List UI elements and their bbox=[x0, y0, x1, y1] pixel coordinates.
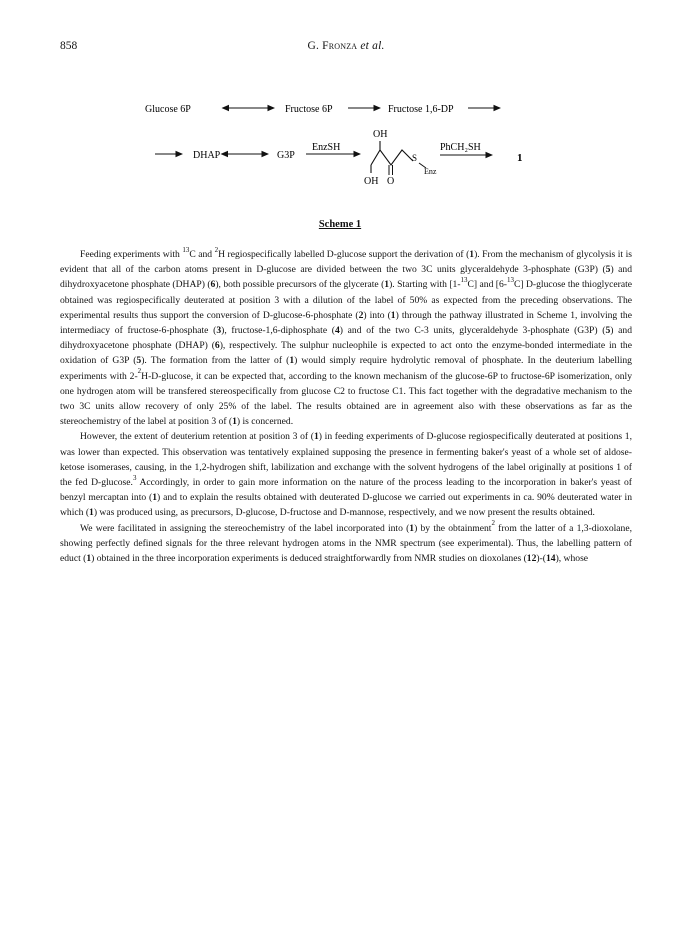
carbonyl-oxygen: O bbox=[387, 176, 395, 187]
reagent-label: PhCH₂SH bbox=[440, 142, 481, 153]
dhap-label: DHAP bbox=[193, 150, 221, 161]
scheme-diagram bbox=[60, 95, 632, 225]
g3p-label: G3P bbox=[277, 150, 295, 161]
sulfur-atom: S bbox=[412, 153, 418, 163]
fructose-6p-label: Fructose 6P bbox=[285, 104, 333, 115]
hydroxyl-bottom: OH bbox=[364, 176, 379, 187]
fructose-16dp-label: Fructose 1,6-DP bbox=[388, 104, 454, 115]
enzyme-group: Enz bbox=[424, 167, 437, 176]
enzyme-bound-intermediate-structure bbox=[364, 129, 437, 187]
page-header bbox=[60, 40, 632, 56]
author-initial: G. bbox=[307, 40, 323, 52]
paragraph: However, the extent of deuterium retention at position 3 of (1) in feeding experiments of D-glucose regiospecifically deuterated at positions 1, was lower than expected. This observation was tentatively explained supposing the presence in fermenting baker's yeast of a whole set of aldose-ketose isomerases, causing, in the 1,2-hydrogen shift, labilization and exchange with the solvent hydrogens of the label originally at positions 1 of the fed D-glucose.$^3$ Accordingly, in order to gain more information on the nature of the process leading to the incorporation in baker's yeast of benzyl mercaptan into (1) and to explain the results obtained with deuterated D-glucose we carried out experiments in ca. 90% deuterated water in which (1) was produced using, as precursors, D-glucose, D-fructose and D-mannose, respectively, and we now present the results obtained. bbox=[60, 431, 632, 519]
page-number: 858 bbox=[60, 40, 78, 52]
glucose-6p-label: Glucose 6P bbox=[145, 104, 191, 115]
enzyme-label: EnzSH bbox=[312, 142, 341, 153]
scheme-1 bbox=[60, 95, 632, 225]
scheme-caption: Scheme 1 bbox=[318, 219, 362, 230]
hydroxyl-top: OH bbox=[373, 129, 388, 140]
author-surname: Fronza bbox=[322, 40, 358, 52]
product-number: 1 bbox=[517, 152, 523, 164]
running-head bbox=[60, 40, 632, 52]
paragraph: We were facilitated in assigning the stereochemistry of the label incorporated into (1) by the obtainment$^2$ from the latter of a 1,3-dioxolane, showing perfectly defined signals for the three relevant hydrogen atoms in the NMR spectrum (see experimental). Thus, the labelling pattern of educt (1) obtained in the three incorporation experiments is deduced straightforwardly from NMR studies on dioxolanes (12)-(14), whose bbox=[60, 519, 633, 565]
paragraph: Feeding experiments with $^{13}$C and $^2$H regiospecifically labelled D-glucose support the derivation of (1). From the mechanism of glycolysis it is evident that all of the carbon atoms present in D-glucose are divided between the two 3C units glyceraldehyde 3-phosphate (G3P) (5) and dihydroxyacetone phosphate (DHAP) (6), both possible precursors of the glycerate (1). Starting with [1-$^{13}$C] and [6-$^{13}$C] D-glucose the thioglycerate obtained was regiospecifically deuterated at position 3 with a dilution of the label of 50% as expected from the preceding observations. The experimental results thus support the conversion of D-glucose-6-phosphate (2) into (1) through the pathway illustrated in Scheme 1, involving the intermediacy of fructose-6-phosphate (3), fructose-1,6-diphosphate (4) and of the two C-3 units, glyceraldehyde 3-phosphate (G3P) (5) and dihydroxyacetone phosphate (DHAP) (6), respectively. The sulphur nucleophile is expected to act onto the enzyme-bonded intermediate in the oxidation of G3P (5). The formation from the latter of (1) would simply require hydrolytic removal of phosphate. In the deuterium labelling experiments with 2-$^2$H-D-glucose, it can be expected that, according to the known mechanism of the glucose-6P to fructose-6P isomerization, only one hydrogen atom will be transfered stereospecifically from glucose C2 to fructose C1. This fact together with the degradative mechanism to the two 3C units allow recovery of only 25% of the label. The results obtained are in agreement also with these observations as far as the stereochemistry of the label at position 3 of (1) is concerned. bbox=[60, 245, 633, 428]
author-suffix: et al. bbox=[357, 40, 385, 52]
body-text bbox=[60, 247, 632, 566]
